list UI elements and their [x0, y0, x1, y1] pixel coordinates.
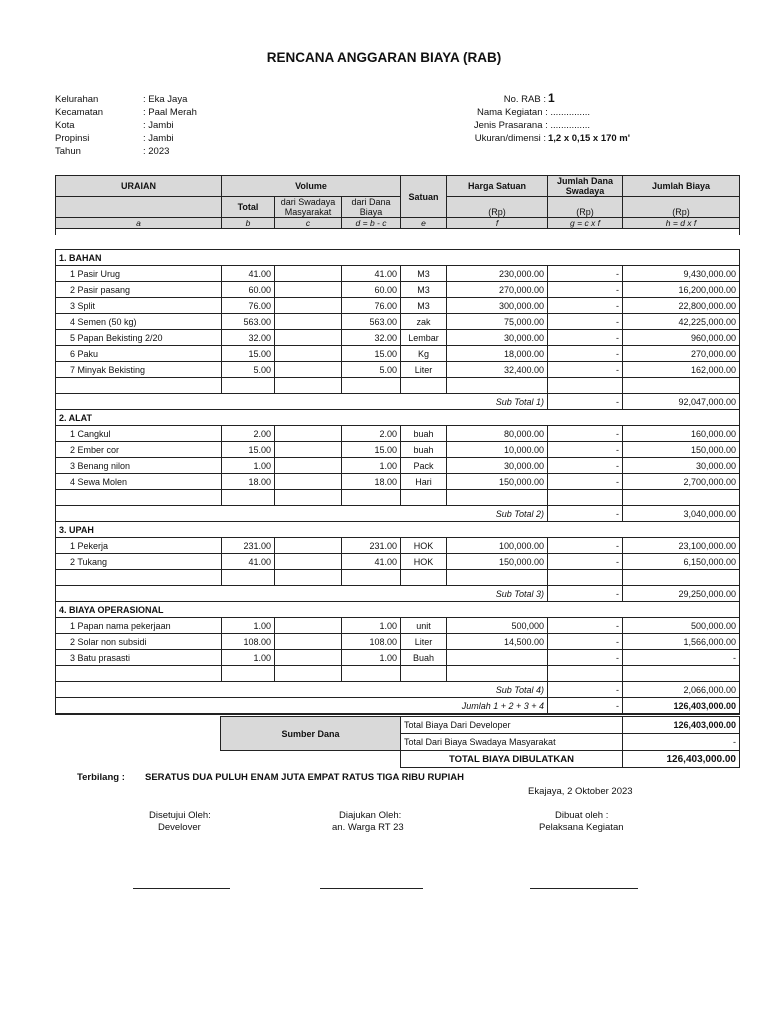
- blank-cell: [548, 570, 623, 586]
- blank-cell: [401, 490, 447, 506]
- spacer-row: [56, 229, 740, 236]
- table-row: [56, 426, 740, 442]
- item-dana: 32.00: [342, 330, 401, 346]
- blank-cell: [275, 490, 342, 506]
- item-swadaya: [275, 650, 342, 666]
- item-dana: 41.00: [342, 266, 401, 282]
- signature-line-3: [530, 888, 638, 889]
- item-jumlah: 162,000.00: [623, 362, 740, 378]
- blank-cell: [56, 570, 222, 586]
- item-swadaya: [275, 538, 342, 554]
- item-name: 4 Sewa Molen: [56, 474, 222, 490]
- col-letter: e: [401, 218, 447, 229]
- item-swadaya: [275, 474, 342, 490]
- item-swadaya: [275, 458, 342, 474]
- info-label-tahun: Tahun: [55, 146, 81, 157]
- col-letter: b: [222, 218, 275, 229]
- table-row: [56, 266, 740, 282]
- header-jumlah-biaya: Jumlah Biaya: [623, 176, 740, 197]
- blank-cell: [342, 490, 401, 506]
- blank-cell: [623, 666, 740, 682]
- item-swadaya: [275, 266, 342, 282]
- item-satuan: Lembar: [401, 330, 447, 346]
- table-row: [56, 538, 740, 554]
- item-satuan: Liter: [401, 362, 447, 378]
- item-harga: 30,000.00: [447, 458, 548, 474]
- header-volume: Volume: [222, 176, 401, 197]
- rab-body-table: [55, 249, 740, 715]
- subtotal-value: 3,040,000.00: [623, 506, 740, 522]
- item-dana: 108.00: [342, 634, 401, 650]
- signature-line-1: [133, 888, 230, 889]
- item-satuan: buah: [401, 442, 447, 458]
- section-title: 2. ALAT: [56, 410, 740, 426]
- dibulatkan-label: TOTAL BIAYA DIBULATKAN: [401, 751, 623, 768]
- item-total: 2.00: [222, 426, 275, 442]
- item-name: 2 Tukang: [56, 554, 222, 570]
- item-total: 32.00: [222, 330, 275, 346]
- info-value-propinsi: : Jambi: [143, 133, 174, 144]
- signature-1-role: Develover: [158, 822, 201, 833]
- blank-cell: [275, 666, 342, 682]
- item-dana: 1.00: [342, 650, 401, 666]
- item-jumlah-swadaya: -: [548, 474, 623, 490]
- table-row: [56, 314, 740, 330]
- grand-total-label: Jumlah 1 + 2 + 3 + 4: [56, 698, 548, 715]
- table-row: [56, 458, 740, 474]
- item-jumlah-swadaya: -: [548, 554, 623, 570]
- item-jumlah-swadaya: -: [548, 634, 623, 650]
- item-harga: 30,000.00: [447, 330, 548, 346]
- table-row: [56, 634, 740, 650]
- blank-cell: [342, 666, 401, 682]
- item-swadaya: [275, 426, 342, 442]
- col-letter: c: [275, 218, 342, 229]
- document-title: RENCANA ANGGARAN BIAYA (RAB): [266, 50, 502, 65]
- signature-1-title: Disetujui Oleh:: [149, 810, 211, 821]
- item-jumlah: 42,225,000.00: [623, 314, 740, 330]
- subtotal-swadaya: -: [548, 586, 623, 602]
- item-total: 563.00: [222, 314, 275, 330]
- signature-line-2: [320, 888, 423, 889]
- item-name: 3 Benang nilon: [56, 458, 222, 474]
- item-harga: 10,000.00: [447, 442, 548, 458]
- blank-cell: [623, 378, 740, 394]
- info-label-kecamatan: Kecamatan: [55, 107, 104, 118]
- item-jumlah: 23,100,000.00: [623, 538, 740, 554]
- item-satuan: Liter: [401, 634, 447, 650]
- item-total: 18.00: [222, 474, 275, 490]
- item-satuan: Pack: [401, 458, 447, 474]
- subtotal-value: 2,066,000.00: [623, 682, 740, 698]
- blank-cell: [623, 490, 740, 506]
- blank-cell: [342, 378, 401, 394]
- item-jumlah: 6,150,000.00: [623, 554, 740, 570]
- item-swadaya: [275, 282, 342, 298]
- header-satuan: Satuan: [401, 176, 447, 218]
- item-swadaya: [275, 330, 342, 346]
- ukuran-value: 1,2 x 0,15 x 170 m': [548, 133, 631, 144]
- item-jumlah-swadaya: -: [548, 314, 623, 330]
- item-name: 1 Pekerja: [56, 538, 222, 554]
- item-name: 3 Split: [56, 298, 222, 314]
- no-rab-value: 1: [548, 91, 555, 105]
- item-satuan: Kg: [401, 346, 447, 362]
- blank-cell: [222, 490, 275, 506]
- info-label-propinsi: Propinsi: [55, 133, 90, 144]
- item-jumlah-swadaya: -: [548, 266, 623, 282]
- item-name: 1 Cangkul: [56, 426, 222, 442]
- developer-value: 126,403,000.00: [623, 717, 740, 734]
- subtotal-value: 92,047,000.00: [623, 394, 740, 410]
- item-jumlah-swadaya: -: [548, 650, 623, 666]
- item-dana: 563.00: [342, 314, 401, 330]
- item-harga: 150,000.00: [447, 554, 548, 570]
- item-name: 2 Pasir pasang: [56, 282, 222, 298]
- blank-cell: [548, 666, 623, 682]
- item-total: 15.00: [222, 442, 275, 458]
- developer-label: Total Biaya Dari Developer: [401, 717, 623, 734]
- section-title: 1. BAHAN: [56, 250, 740, 266]
- item-harga: 270,000.00: [447, 282, 548, 298]
- table-row: [56, 282, 740, 298]
- item-jumlah: 16,200,000.00: [623, 282, 740, 298]
- blank-cell: [447, 378, 548, 394]
- item-name: 6 Paku: [56, 346, 222, 362]
- table-row: [56, 618, 740, 634]
- item-satuan: M3: [401, 282, 447, 298]
- item-dana: 15.00: [342, 442, 401, 458]
- subtotal-label: Sub Total 2): [56, 506, 548, 522]
- item-name: 2 Solar non subsidi: [56, 634, 222, 650]
- item-name: 5 Papan Bekisting 2/20: [56, 330, 222, 346]
- table-row: [56, 442, 740, 458]
- header-harga-unit: (Rp): [447, 197, 548, 218]
- item-jumlah: 270,000.00: [623, 346, 740, 362]
- item-total: 1.00: [222, 650, 275, 666]
- info-value-kecamatan: : Paal Merah: [143, 107, 197, 118]
- blank-cell: [275, 378, 342, 394]
- info-value-tahun: : 2023: [143, 146, 170, 157]
- item-jumlah-swadaya: -: [548, 282, 623, 298]
- item-satuan: buah: [401, 426, 447, 442]
- section-title: 3. UPAH: [56, 522, 740, 538]
- item-jumlah-swadaya: -: [548, 442, 623, 458]
- item-total: 41.00: [222, 554, 275, 570]
- header-jumlah-biaya-unit: (Rp): [623, 197, 740, 218]
- header-jumlah-dana-unit: (Rp): [548, 197, 623, 218]
- header-jumlah-dana: Jumlah Dana Swadaya: [548, 176, 623, 197]
- table-row: [56, 330, 740, 346]
- item-jumlah: 2,700,000.00: [623, 474, 740, 490]
- item-name: 4 Semen (50 kg): [56, 314, 222, 330]
- table-row: [56, 298, 740, 314]
- item-swadaya: [275, 314, 342, 330]
- item-dana: 60.00: [342, 282, 401, 298]
- blank-cell: [222, 570, 275, 586]
- item-swadaya: [275, 362, 342, 378]
- item-harga: 32,400.00: [447, 362, 548, 378]
- item-swadaya: [275, 298, 342, 314]
- section-title: 4. BIAYA OPERASIONAL: [56, 602, 740, 618]
- item-jumlah-swadaya: -: [548, 330, 623, 346]
- blank-cell: [447, 490, 548, 506]
- item-satuan: HOK: [401, 538, 447, 554]
- item-swadaya: [275, 554, 342, 570]
- terbilang-label: Terbilang :: [77, 772, 125, 783]
- table-row: [56, 346, 740, 362]
- item-jumlah-swadaya: -: [548, 298, 623, 314]
- sumber-dana-label: Sumber Dana: [221, 717, 401, 751]
- item-dana: 2.00: [342, 426, 401, 442]
- signature-3-role: Pelaksana Kegiatan: [539, 822, 624, 833]
- nama-kegiatan: Nama Kegiatan : ...............: [477, 107, 590, 118]
- table-row: [56, 474, 740, 490]
- item-dana: 76.00: [342, 298, 401, 314]
- blank-cell: [623, 570, 740, 586]
- item-jumlah-swadaya: -: [548, 362, 623, 378]
- item-dana: 5.00: [342, 362, 401, 378]
- item-name: 2 Ember cor: [56, 442, 222, 458]
- item-harga: 75,000.00: [447, 314, 548, 330]
- blank-cell: [447, 570, 548, 586]
- no-rab-label: No. RAB :: [503, 94, 546, 105]
- grand-total-value: 126,403,000.00: [623, 698, 740, 715]
- info-value-kota: : Jambi: [143, 120, 174, 131]
- item-jumlah-swadaya: -: [548, 618, 623, 634]
- item-swadaya: [275, 634, 342, 650]
- item-dana: 41.00: [342, 554, 401, 570]
- blank-cell: [222, 378, 275, 394]
- subtotal-swadaya: -: [548, 394, 623, 410]
- item-satuan: zak: [401, 314, 447, 330]
- item-total: 15.00: [222, 346, 275, 362]
- item-dana: 231.00: [342, 538, 401, 554]
- item-harga: 14,500.00: [447, 634, 548, 650]
- info-label-kota: Kota: [55, 120, 75, 131]
- item-jumlah: 500,000.00: [623, 618, 740, 634]
- blank-cell: [401, 378, 447, 394]
- jenis-prasarana: Jenis Prasarana : ...............: [473, 120, 590, 131]
- item-total: 108.00: [222, 634, 275, 650]
- item-jumlah-swadaya: -: [548, 426, 623, 442]
- signature-2-title: Diajukan Oleh:: [339, 810, 402, 821]
- blank-cell: [401, 570, 447, 586]
- item-name: 3 Batu prasasti: [56, 650, 222, 666]
- subtotal-label: Sub Total 4): [56, 682, 548, 698]
- item-name: 1 Pasir Urug: [56, 266, 222, 282]
- item-jumlah: 30,000.00: [623, 458, 740, 474]
- item-total: 60.00: [222, 282, 275, 298]
- header-dana: dari Dana Biaya: [342, 197, 401, 218]
- subtotal-swadaya: -: [548, 506, 623, 522]
- item-dana: 15.00: [342, 346, 401, 362]
- item-jumlah: -: [623, 650, 740, 666]
- item-jumlah-swadaya: -: [548, 346, 623, 362]
- blank-cell: [56, 490, 222, 506]
- col-letter: d = b - c: [342, 218, 401, 229]
- table-row: [56, 362, 740, 378]
- subtotal-swadaya: -: [548, 682, 623, 698]
- item-jumlah: 9,430,000.00: [623, 266, 740, 282]
- item-satuan: Buah: [401, 650, 447, 666]
- table-row: [56, 554, 740, 570]
- item-dana: 1.00: [342, 618, 401, 634]
- item-swadaya: [275, 442, 342, 458]
- item-jumlah: 960,000.00: [623, 330, 740, 346]
- subtotal-label: Sub Total 1): [56, 394, 548, 410]
- swadaya-total-label: Total Dari Biaya Swadaya Masyarakat: [401, 734, 623, 751]
- item-name: 7 Minyak Bekisting: [56, 362, 222, 378]
- blank-cell: [56, 666, 222, 682]
- item-satuan: unit: [401, 618, 447, 634]
- blank-cell: [342, 570, 401, 586]
- item-jumlah: 22,800,000.00: [623, 298, 740, 314]
- info-label-kelurahan: Kelurahan: [55, 94, 99, 105]
- col-letter: h = d x f: [623, 218, 740, 229]
- signature-2-role: an. Warga RT 23: [332, 822, 404, 833]
- item-harga: 80,000.00: [447, 426, 548, 442]
- place-date: Ekajaya, 2 Oktober 2023: [528, 786, 633, 797]
- item-dana: 1.00: [342, 458, 401, 474]
- item-satuan: HOK: [401, 554, 447, 570]
- item-harga: [447, 650, 548, 666]
- item-total: 5.00: [222, 362, 275, 378]
- item-satuan: M3: [401, 298, 447, 314]
- subtotal-value: 29,250,000.00: [623, 586, 740, 602]
- header-harga: Harga Satuan: [447, 176, 548, 197]
- info-value-kelurahan: : Eka Jaya: [143, 94, 188, 105]
- item-dana: 18.00: [342, 474, 401, 490]
- ukuran-label: Ukuran/dimensi :: [474, 133, 546, 144]
- swadaya-total-value: -: [623, 734, 740, 751]
- blank-cell: [275, 570, 342, 586]
- item-jumlah: 150,000.00: [623, 442, 740, 458]
- item-satuan: Hari: [401, 474, 447, 490]
- item-total: 231.00: [222, 538, 275, 554]
- item-total: 1.00: [222, 618, 275, 634]
- col-letter: g = c x f: [548, 218, 623, 229]
- item-harga: 150,000.00: [447, 474, 548, 490]
- summary-blank: [221, 751, 401, 768]
- item-harga: 230,000.00: [447, 266, 548, 282]
- item-jumlah: 160,000.00: [623, 426, 740, 442]
- item-swadaya: [275, 618, 342, 634]
- item-harga: 18,000.00: [447, 346, 548, 362]
- header-uraian: URAIAN: [56, 176, 222, 197]
- terbilang-value: SERATUS DUA PULUH ENAM JUTA EMPAT RATUS TIGA RIBU RUPIAH: [145, 772, 464, 783]
- item-satuan: M3: [401, 266, 447, 282]
- item-swadaya: [275, 346, 342, 362]
- grand-total-swadaya: -: [548, 698, 623, 715]
- subtotal-label: Sub Total 3): [56, 586, 548, 602]
- item-harga: 300,000.00: [447, 298, 548, 314]
- blank-cell: [401, 666, 447, 682]
- summary-table: [220, 716, 740, 768]
- blank-cell: [56, 378, 222, 394]
- item-total: 1.00: [222, 458, 275, 474]
- col-letter: a: [56, 218, 222, 229]
- item-harga: 100,000.00: [447, 538, 548, 554]
- item-name: 1 Papan nama pekerjaan: [56, 618, 222, 634]
- rab-table: [55, 175, 740, 235]
- header-total: Total: [222, 197, 275, 218]
- blank-cell: [222, 666, 275, 682]
- item-jumlah-swadaya: -: [548, 458, 623, 474]
- dibulatkan-value: 126,403,000.00: [623, 751, 740, 768]
- item-total: 76.00: [222, 298, 275, 314]
- col-letter: f: [447, 218, 548, 229]
- header-uraian-blank: [56, 197, 222, 218]
- blank-cell: [447, 666, 548, 682]
- item-jumlah: 1,566,000.00: [623, 634, 740, 650]
- blank-cell: [548, 378, 623, 394]
- header-swadaya: dari Swadaya Masyarakat: [275, 197, 342, 218]
- signature-3-title: Dibuat oleh :: [555, 810, 609, 821]
- item-jumlah-swadaya: -: [548, 538, 623, 554]
- item-harga: 500,000: [447, 618, 548, 634]
- table-row: [56, 650, 740, 666]
- item-total: 41.00: [222, 266, 275, 282]
- blank-cell: [548, 490, 623, 506]
